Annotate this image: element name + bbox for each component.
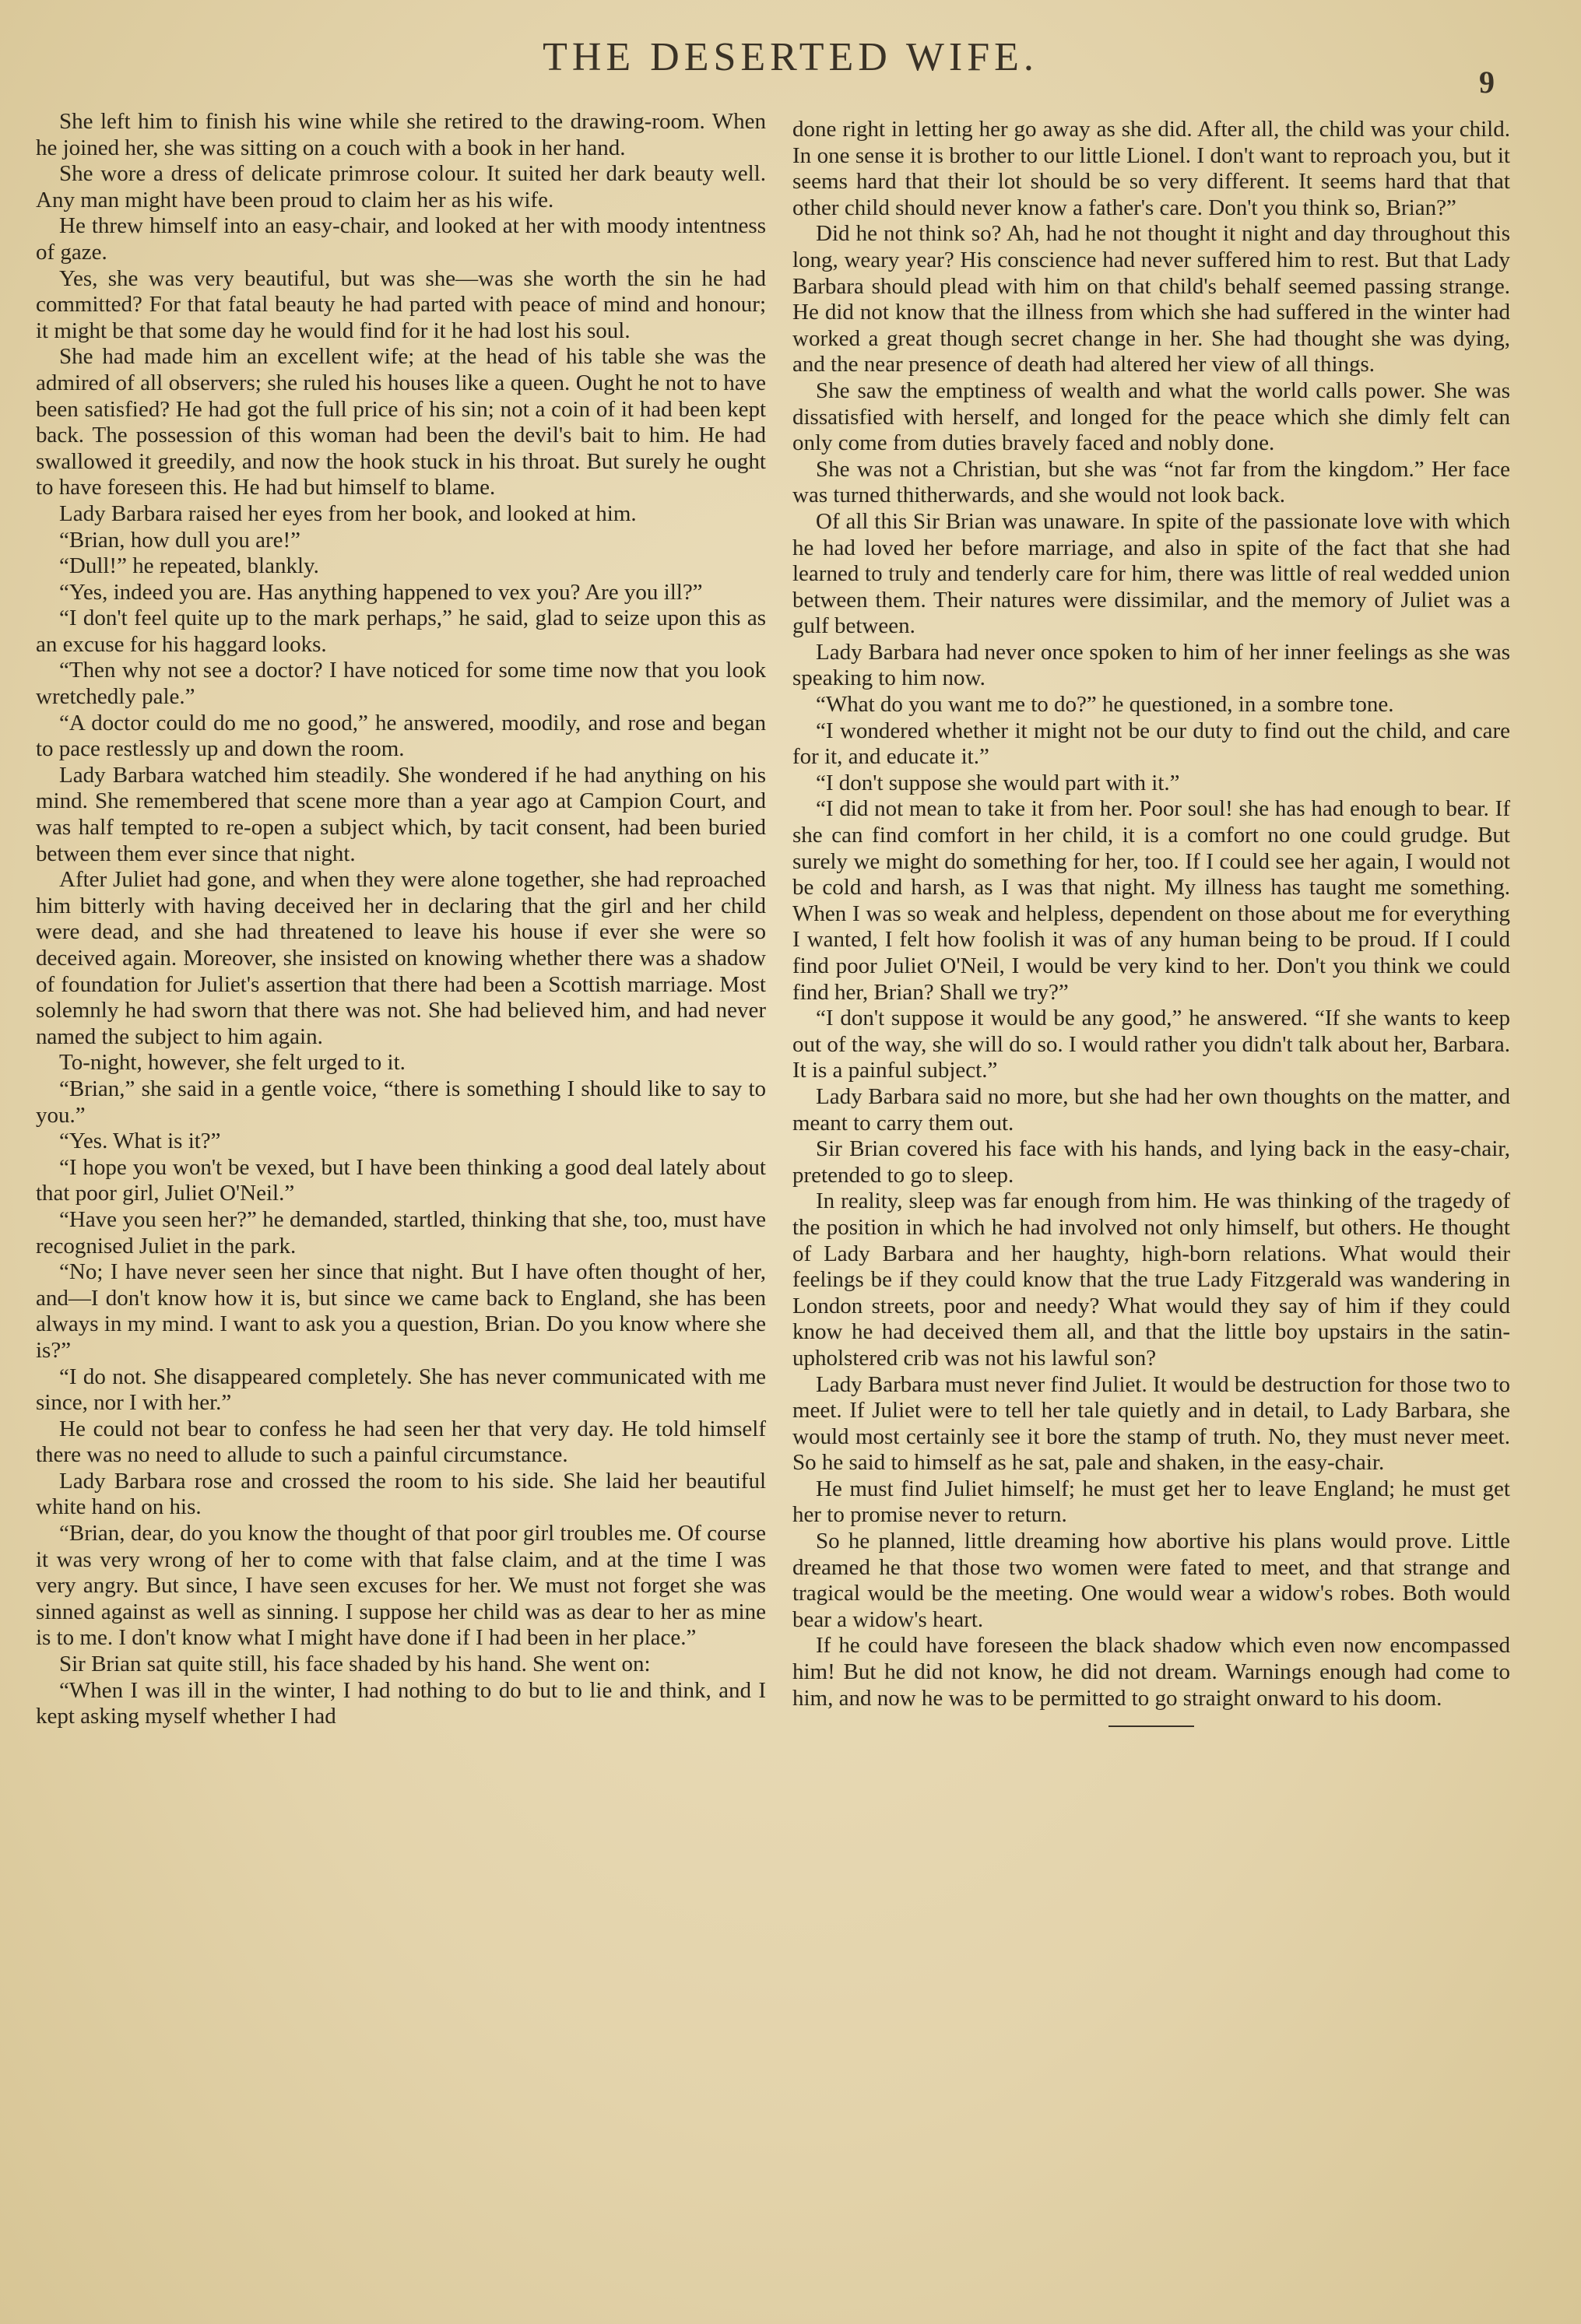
paragraph: “I don't feel quite up to the mark perhaps,” he said, glad to seize upon this as an excuse for his haggard looks. — [36, 606, 766, 657]
paragraph: “Brian,” she said in a gentle voice, “there is something I should like to say to you.” — [36, 1076, 766, 1128]
paragraph: In reality, sleep was far enough from him. He was thinking of the tragedy of the position in which he had involved not only himself, but others. He thought of Lady Barbara and her haughty, high-born relations. What would their feelings be if they could know that the true Lady Fitzgerald was wandering in London streets, poor and needy? What would they say of him if they could know he had deceived them all, and that the little boy upstairs in the satin-upholstered crib was not his lawful son? — [792, 1188, 1510, 1371]
paragraph: Lady Barbara said no more, but she had her own thoughts on the matter, and meant to carry them out. — [792, 1083, 1510, 1136]
paragraph: He could not bear to confess he had seen her that very day. He told himself there was no need to allude to such a painful circumstance. — [36, 1416, 766, 1468]
paragraph: Of all this Sir Brian was unaware. In spite of the passionate love with which he had loved her before marriage, and also in spite of the fact that she had learned to truly and tenderly care for him, there was little of real wedded union between them. Their natures were dissimilar, and the memory of Juliet was a gulf between. — [792, 508, 1510, 639]
paragraph: Did he not think so? Ah, had he not thought it night and day throughout this long, weary year? His conscience had never suffered him to rest. But that Lady Barbara should plead with him on that child's behalf seemed passing strange. He did not know that the illness from which she had suffered in the winter had worked a great though secret change in her. She had thought she was dying, and the near presence of death had altered her view of all things. — [792, 221, 1510, 377]
paragraph: “When I was ill in the winter, I had nothing to do but to lie and think, and I kept asking myself whether I had — [36, 1677, 766, 1729]
paragraph: “Brian, dear, do you know the thought of that poor girl troubles me. Of course it was very wrong of her to come with that false claim, and at the time I was very angry. But since, I have seen excuses for her. We must not forget she was sinned against as well as sinning. I suppose her child was as dear to her as mine is to me. I don't know what I might have done if I had been in her place.” — [36, 1521, 766, 1651]
paragraph: To-night, however, she felt urged to it. — [59, 1050, 406, 1076]
right-column — [792, 117, 1510, 1727]
paragraph: She had made him an excellent wife; at the head of his table she was the admired of all observers; she ruled his houses like a queen. Ought he not to have been satisfied? He had got the full price of his sin; not a coin of it had been kept back. The possession of this woman had been the devil's bait to him. He had swallowed it greedily, and now the hook stuck in his throat. But surely he ought to have foreseen this. He had but himself to blame. — [36, 344, 766, 500]
paragraph: “A doctor could do me no good,” he answered, moodily, and rose and began to pace restlessly up and down the room. — [36, 710, 766, 762]
paragraph: He threw himself into an easy-chair, and looked at her with moody intentness of gaze. — [36, 213, 766, 265]
paragraph: She wore a dress of delicate primrose colour. It suited her dark beauty well. Any man might have been proud to claim her as his wife. — [36, 161, 766, 212]
paragraph: “Yes, indeed you are. Has anything happened to vex you? Are you ill?” — [59, 579, 703, 605]
paragraph: She saw the emptiness of wealth and what the world calls power. She was dissatisfied with herself, and longed for the peace which she dimly felt can only come from duties bravely faced and nobly done. — [792, 377, 1510, 456]
paragraph: “I don't suppose it would be any good,” he answered. “If she wants to keep out of the way, she will do so. I would rather you didn't talk about her, Barbara. It is a painful subject.” — [792, 1006, 1510, 1083]
paragraph: Sir Brian covered his face with his hands, and lying back in the easy-chair, pretended to go to sleep. — [792, 1136, 1510, 1188]
paragraph: “Yes. What is it?” — [59, 1129, 221, 1154]
page-number: 9 — [1479, 65, 1495, 100]
paragraph: “I hope you won't be vexed, but I have been thinking a good deal lately about that poor girl, Juliet O'Neil.” — [36, 1154, 766, 1206]
paragraph: “Brian, how dull you are!” — [59, 527, 301, 553]
paragraph: “I do not. She disappeared completely. She has never communicated with me since, nor I with her.” — [36, 1364, 766, 1416]
paragraph: Yes, she was very beautiful, but was she—was she worth the sin he had committed? For that fatal beauty he had parted with peace of mind and honour; it might be that some day he would find for it he had lost his soul. — [36, 265, 766, 343]
paragraph: Lady Barbara watched him steadily. She wondered if he had anything on his mind. She remembered that scene more than a year ago at Campion Court, and was half tempted to re-open a subject which, by tacit consent, had been buried between them ever since that night. — [36, 762, 766, 866]
paragraph: “Have you seen her?” he demanded, startled, thinking that she, too, must have recognised Juliet in the park. — [36, 1206, 766, 1259]
paragraph: If he could have foreseen the black shadow which even now encompassed him! But he did not know, he did not dream. Warnings enough had come to him, and now he was to be permitted to go straight onward to his doom. — [792, 1633, 1510, 1711]
paragraph: Lady Barbara must never find Juliet. It would be destruction for those two to meet. If Juliet were to tell her tale quietly and in detail, to Lady Barbara, she would most certainly see it bore the stamp of truth. No, they must never meet. So he said to himself as he sat, pale and shaken, in the easy-chair. — [792, 1371, 1510, 1476]
paragraph: “No; I have never seen her since that night. But I have often thought of her, and—I don't know how it is, but since we came back to England, she has been always in my mind. I want to ask you a question, Brian. Do you know where she is?” — [36, 1259, 766, 1363]
paragraph: Lady Barbara raised her eyes from her book, and looked at him. — [59, 500, 637, 526]
paragraph: She left him to finish his wine while she retired to the drawing-room. When he joined her, she was sitting on a couch with a book in her hand. — [36, 109, 766, 160]
paragraph: “I wondered whether it might not be our duty to find out the child, and care for it, and educate it.” — [792, 718, 1510, 770]
paragraph-continued: done right in letting her go away as she did. After all, the child was your child. In one sense it is brother to our little Lionel. I don't want to reproach you, but it seems hard that their lot should be so very different. It seems hard that that other child should never know a father's care. Don't you think so, Brian?” — [792, 117, 1510, 220]
paragraph: Lady Barbara had never once spoken to him of her inner feelings as she was speaking to him now. — [792, 639, 1510, 691]
paragraph: So he planned, little dreaming how abortive his plans would prove. Little dreamed he that those two women were fated to meet, and that strange and tragical would be the meeting. One would wear a widow's robes. Both would bear a widow's heart. — [792, 1529, 1510, 1632]
paragraph: He must find Juliet himself; he must get her to leave England; he must get her to promise never to return. — [792, 1476, 1510, 1528]
paragraph: After Juliet had gone, and when they were alone together, she had reproached him bitterly with having deceived her in declaring that the girl and her child were dead, and she had threatened to leave his house if ever she were so deceived again. Moreover, she insisted on knowing whether there was a shadow of foundation for Juliet's assertion that there had been a Scottish marriage. Most solemnly he had sworn that there was not. She had believed him, and had never named the subject to him again. — [36, 867, 766, 1049]
paragraph: “What do you want me to do?” he questioned, in a sombre tone. — [816, 692, 1394, 718]
running-head: THE DESERTED WIFE. — [543, 35, 1038, 79]
paragraph: “Then why not see a doctor? I have noticed for some time now that you look wretchedly pale.” — [36, 658, 766, 710]
paragraph: “I did not mean to take it from her. Poor soul! she has had enough to bear. If she can find comfort in her child, it is a comfort no one could grudge. But surely we might do something for her, too. If I could see her again, I would not be cold and harsh, as I was that night. My illness has taught me something. When I was so weak and helpless, dependent on those about me for everything I wanted, I felt how foolish it was of any human being to be proud. If I could find poor Juliet O'Neil, I would be very kind to her. Don't you think we could find her, Brian? Shall we try?” — [792, 796, 1510, 1005]
paragraph: “Dull!” he repeated, blankly. — [59, 553, 319, 579]
left-column — [36, 109, 766, 1730]
paragraph: Sir Brian sat quite still, his face shaded by his hand. She went on: — [59, 1652, 651, 1677]
paragraph: “I don't suppose she would part with it.” — [816, 770, 1180, 795]
end-rule — [1108, 1725, 1194, 1727]
paragraph: Lady Barbara rose and crossed the room to his side. She laid her beautiful white hand on his. — [36, 1468, 766, 1520]
paragraph: She was not a Christian, but she was “not far from the kingdom.” Her face was turned thitherwards, and she would not look back. — [792, 456, 1510, 508]
